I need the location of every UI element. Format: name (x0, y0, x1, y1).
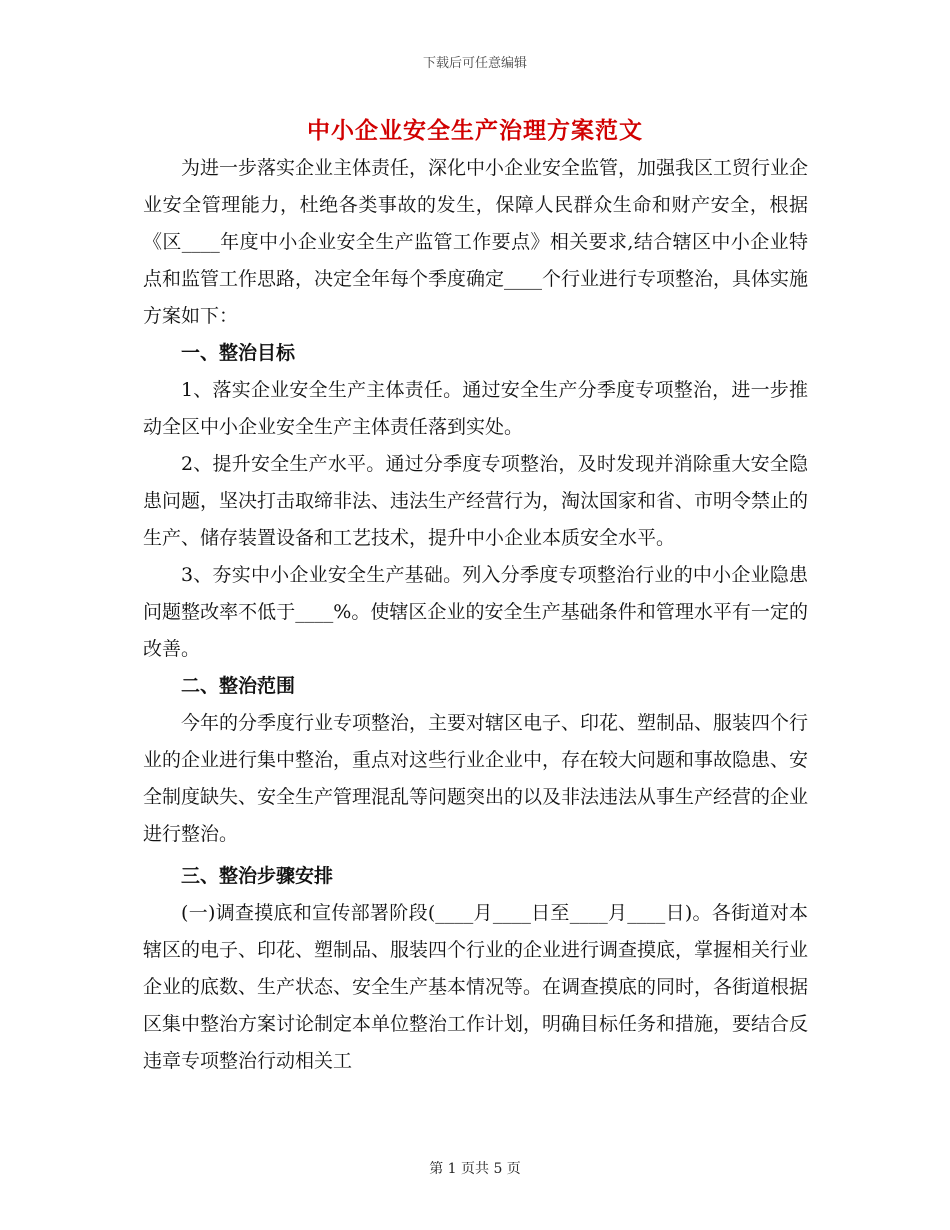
document-body (143, 150, 808, 1080)
document-title: 中小企业安全生产治理方案范文 (307, 117, 643, 144)
step-paragraph-1: (一)调查摸底和宣传部署阶段(____月____日至____月____日)。各街道对本辖区的电子、印花、塑制品、服装四个行业的企业进行调查摸底，掌握相关行业企业的底数、生产状态、安全生产基本情况等。在调查摸底的同时，各街道根据区集中整治方案讨论制定本单位整治工作计划，明确目标任务和措施，要结合反违章专项整治行动相关工 (143, 902, 809, 1072)
section-heading-scope: 二、整治范围 (181, 675, 296, 697)
section-heading-steps: 三、整治步骤安排 (181, 865, 334, 887)
section-heading-goals: 一、整治目标 (181, 342, 296, 364)
scope-paragraph: 今年的分季度行业专项整治，主要对辖区电子、印花、塑制品、服装四个行业的企业进行集中整治，重点对这些行业企业中，存在较大问题和事故隐患、安全制度缺失、安全生产管理混乱等问题突出的以及非法违法从事生产经营的企业进行整治。 (143, 712, 809, 845)
header-note: 下载后可任意编辑 (422, 56, 527, 71)
intro-paragraph: 为进一步落实企业主体责任，深化中小企业安全监管，加强我区工贸行业企业安全管理能力，杜绝各类事故的发生，保障人民群众生命和财产安全，根据《区____年度中小企业安全生产监管工作要点》相关要求,结合辖区中小企业特点和监管工作思路，决定全年每个季度确定____个行业进行专项整治，具体实施方案如下： (143, 157, 809, 327)
goal-paragraph-1: 1、落实企业安全生产主体责任。通过安全生产分季度专项整治，进一步推动全区中小企业安全生产主体责任落到实处。 (143, 379, 808, 438)
page-number: 第 1 页共 5 页 (429, 1161, 521, 1177)
goal-paragraph-3: 3、夯实中小企业安全生产基础。列入分季度专项整治行业的中小企业隐患问题整改率不低于____%。使辖区企业的安全生产基础条件和管理水平有一定的改善。 (143, 564, 808, 660)
goal-paragraph-2: 2、提升安全生产水平。通过分季度专项整治，及时发现并消除重大安全隐患问题，坚决打击取缔非法、违法生产经营行为，淘汰国家和省、市明令禁止的生产、储存装置设备和工艺技术，提升中小企业本质安全水平。 (143, 453, 809, 549)
